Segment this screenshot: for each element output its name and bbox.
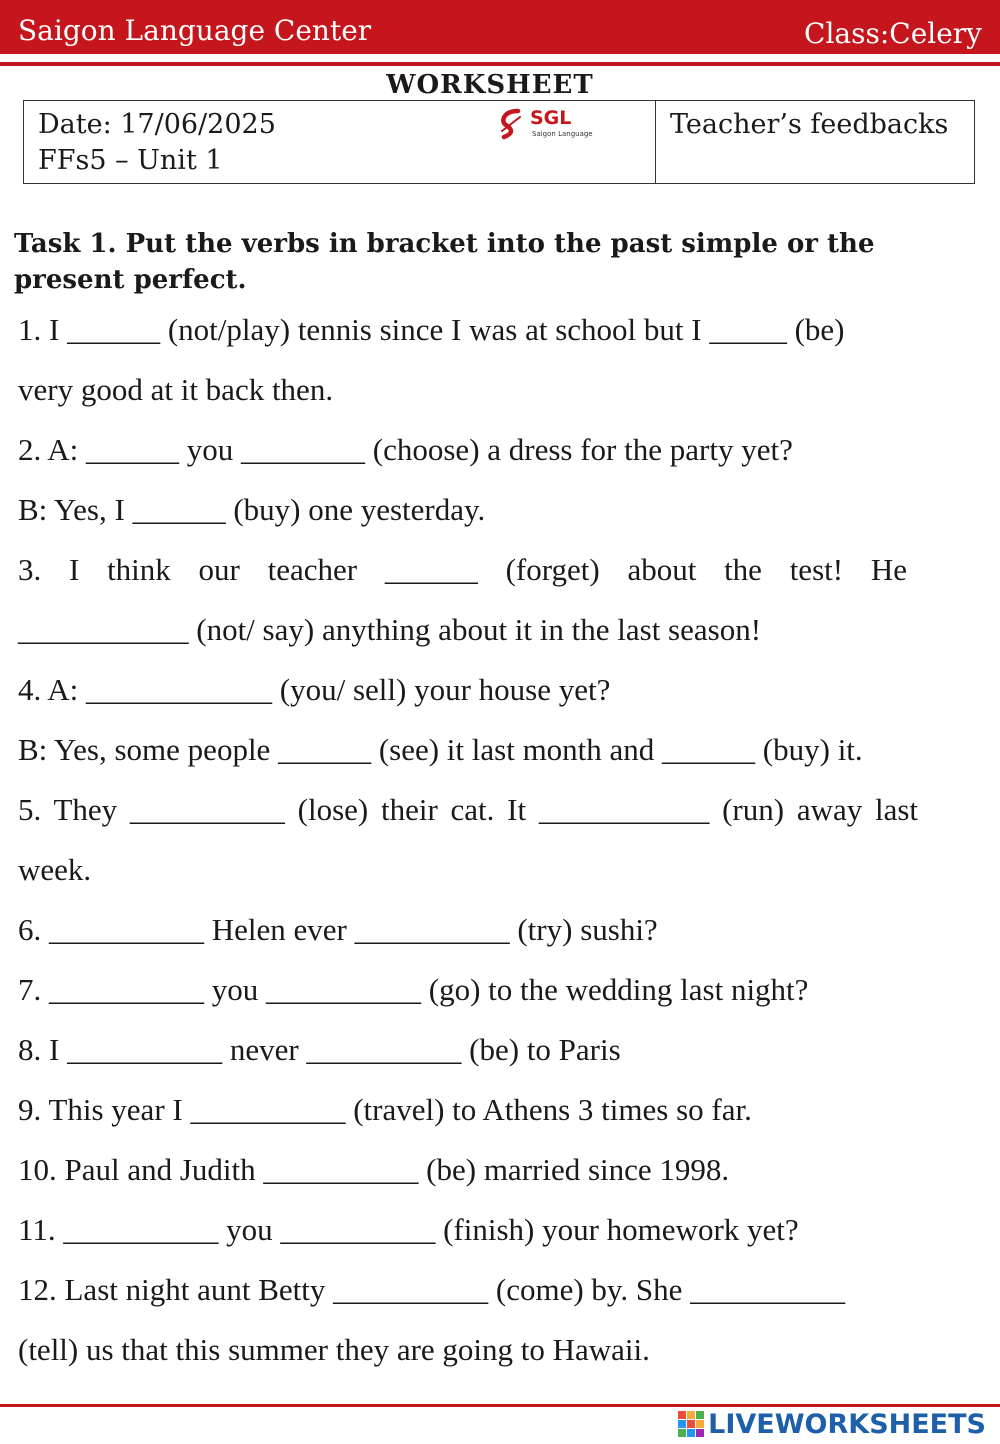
question-list: [18, 300, 990, 1380]
sgl-logo-icon: [494, 107, 528, 141]
question-line: 5. They __________ (lose) their cat. It ___________ (run) away last: [18, 792, 919, 827]
question-line: 6. __________ Helen ever __________ (try) sushi?: [18, 912, 658, 947]
liveworksheets-logo[interactable]: [678, 1407, 986, 1441]
question-line: 8. I __________ never __________ (be) to Paris: [18, 1032, 621, 1067]
header-banner: [0, 0, 1000, 54]
question-line: B: Yes, I ______ (buy) one yesterday.: [18, 492, 486, 527]
question-line: 12. Last night aunt Betty __________ (come) by. She __________: [18, 1272, 846, 1307]
date-text: Date: 17/06/2025: [38, 109, 276, 140]
class-label: Class:Celery: [804, 17, 982, 50]
liveworksheets-brand: LIVEWORKSHEETS: [708, 1408, 986, 1440]
sgl-logo: [494, 107, 604, 143]
question-line: 7. __________ you __________ (go) to the wedding last night?: [18, 972, 809, 1007]
info-left-cell: [24, 101, 656, 183]
question-line: B: Yes, some people ______ (see) it last month and ______ (buy) it.: [18, 732, 863, 767]
worksheet-title: WORKSHEET: [386, 70, 594, 100]
question-line: 10. Paul and Judith __________ (be) married since 1998.: [18, 1152, 730, 1187]
question-line: week.: [18, 852, 92, 887]
question-line: very good at it back then.: [18, 372, 334, 407]
liveworksheets-grid-icon: [678, 1411, 704, 1437]
question-line: ___________ (not/ say) anything about it in the last season!: [18, 612, 762, 647]
unit-text: FFs5 – Unit 1: [38, 145, 223, 176]
header-divider: [0, 62, 1000, 66]
logo-text: SGL: [530, 107, 572, 129]
info-box: [23, 100, 975, 184]
center-name: Saigon Language Center: [18, 14, 372, 47]
question-line: 1. I ______ (not/play) tennis since I was at school but I _____ (be): [18, 312, 845, 347]
teacher-feedback-label: Teacher’s feedbacks: [670, 109, 949, 140]
info-right-cell: [656, 101, 974, 183]
question-line: 11. __________ you __________ (finish) your homework yet?: [18, 1212, 799, 1247]
question-line: 9. This year I __________ (travel) to Athens 3 times so far.: [18, 1092, 752, 1127]
logo-subtext: Saigon Language: [532, 130, 593, 138]
question-line: (tell) us that this summer they are going to Hawaii.: [18, 1332, 650, 1367]
question-line: 2. A: ______ you ________ (choose) a dress for the party yet?: [18, 432, 793, 467]
question-line: 3. I think our teacher ______ (forget) about the test! He: [18, 552, 907, 587]
task-title: Task 1. Put the verbs in bracket into the past simple or the present perfect.: [14, 229, 875, 295]
question-line: 4. A: ____________ (you/ sell) your house yet?: [18, 672, 611, 707]
